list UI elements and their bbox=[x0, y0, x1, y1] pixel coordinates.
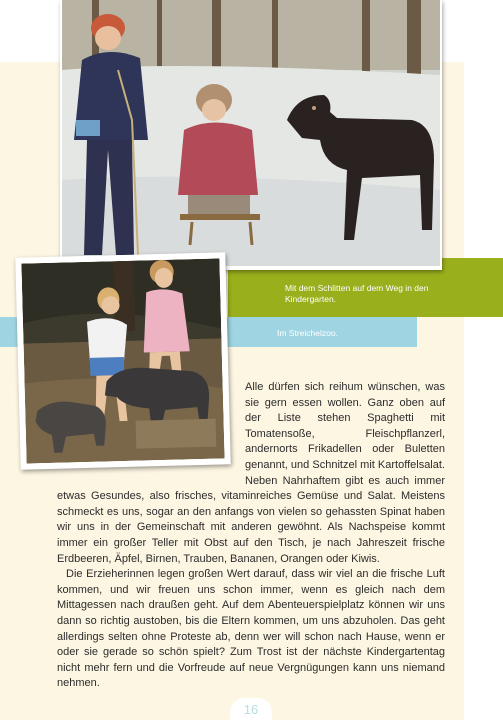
paragraph-2: Die Erzieherinnen legen großen Wert darauf, dass wir viel an die frische Luft kommen, und wir freuen uns schon immer, wenn es gleich nach dem Mittagessen nach draußen geht. Auf dem Abenteuerspielplatz können wir uns dann so richtig austoben, bis die Eltern kommen, um uns abzuholen. Das geht allerdings selten ohne Proteste ab, denn wer will schon nach Hause, wenn er oder sie gerade so schön spielt? Zum Trost ist der nächste Kindergartentag nicht mehr fern und die Vorfreude auf neue Vergnügungen kann uns niemand nehmen. bbox=[57, 568, 445, 690]
body-text bbox=[57, 380, 445, 692]
page-number: 16 bbox=[230, 698, 272, 720]
caption-sled: Mit dem Schlitten auf dem Weg in den Kindergarten. bbox=[285, 283, 429, 304]
margin-strip bbox=[464, 62, 503, 720]
paragraph-1: Alle dürfen sich reihum wünschen, was sie gern essen wollen. Ganz oben auf der Liste stehen Spaghetti mit Tomatensoße, Fleischpflanzerl, andernorts Frikadellen oder Buletten genannt, und Schnitzel mit Kartoffelsalat. Neben Nahrhaftem gibt es auch immer etwas Gesundes, also frisches, vitaminreiches Gemüse und Salat. Meistens schmeckt es uns, sogar an den anfangs von vielen so gehassten Spinat haben wir uns in der Gemeinschaft mit anderen gewöhnt. Als Nachspeise kommt immer ein großer Teller mit Obst auf den Tisch, je nach Jahreszeit frische Erdbeeren, Äpfel, Birnen, Trauben, Bananen, Orangen oder Kiwis. bbox=[57, 381, 445, 565]
photo-sled-illustration bbox=[62, 0, 440, 266]
photo-sled-winter bbox=[60, 0, 442, 270]
caption-petting-zoo: Im Streichelzoo. bbox=[277, 328, 338, 338]
photo-wrap-spacer bbox=[57, 380, 245, 489]
